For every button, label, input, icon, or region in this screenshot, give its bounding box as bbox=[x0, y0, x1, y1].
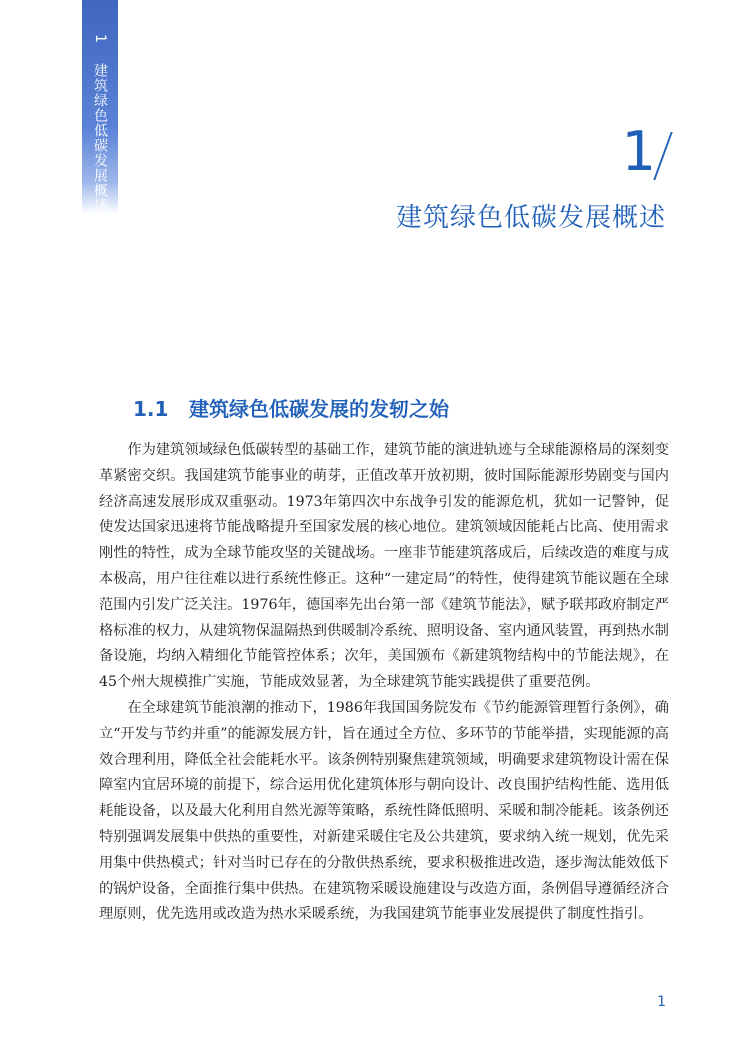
body-text bbox=[99, 438, 669, 928]
section-number: 1.1 bbox=[133, 397, 169, 421]
chapter-slash-divider bbox=[653, 132, 672, 180]
paragraph: 在全球建筑节能浪潮的推动下，1986年我国国务院发布《节约能源管理暂行条例》，确立“开发与节约并重”的能源发展方针，旨在通过全方位、多环节的节能举措，实现能源的高效合理利用，降低全社会能耗水平。该条例特别聚焦建筑领域，明确要求建筑物设计需在保障室内宜居环境的前提下，综合运用优化建筑体形与朝向设计、改良围护结构性能、选用低耗能设备，以及最大化利用自然光源等策略，系统性降低照明、采暖和制冷能耗。该条例还特别强调发展集中供热的重要性，对新建采暖住宅及公共建筑，要求纳入统一规划，优先采用集中供热模式；针对当时已存在的分散供热系统，要求积极推进改造，逐步淘汰能效低下的锅炉设备，全面推行集中供热。在建筑物采暖设施建设与改造方面，条例倡导遵循经济合理原则，优先选用或改造为热水采暖系统，为我国建筑节能事业发展提供了制度性指引。 bbox=[99, 699, 669, 923]
chapter-title: 建筑绿色低碳发展概述 bbox=[395, 203, 666, 233]
side-tab-text bbox=[90, 34, 110, 213]
page-number: 1 bbox=[657, 994, 666, 1010]
paragraph: 作为建筑领域绿色低碳转型的基础工作，建筑节能的演进轨迹与全球能源格局的深刻变革紧密交织。我国建筑节能事业的萌芽，正值改革开放初期，彼时国际能源形势剧变与国内经济高速发展形成双重驱动。1973年第四次中东战争引发的能源危机，犹如一记警钟，促使发达国家迅速将节能战略提升至国家发展的核心地位。建筑领域因能耗占比高、使用需求刚性的特性，成为全球节能攻坚的关键战场。一座非节能建筑落成后，后续改造的难度与成本极高，用户往往难以进行系统性修正。这种“一建定局”的特性，使得建筑节能议题在全球范围内引发广泛关注。1976年，德国率先出台第一部《建筑节能法》，赋予联邦政府制定严格标准的权力，从建筑物保温隔热到供暖制冷系统、照明设备、室内通风装置，再到热水制备设施，均纳入精细化节能管控体系；次年，美国颁布《新建筑物结构中的节能法规》，在45个州大规模推广实施，节能成效显著，为全球建筑节能实践提供了重要范例。 bbox=[99, 442, 669, 691]
chapter-number: 1 bbox=[621, 120, 656, 183]
side-tab-number: 1 bbox=[92, 34, 108, 44]
side-tab-title: 建筑绿色低碳发展概述 bbox=[92, 63, 108, 214]
section-heading bbox=[133, 393, 449, 422]
section-title: 建筑绿色低碳发展的发轫之始 bbox=[189, 397, 449, 421]
chapter-side-tab bbox=[82, 0, 118, 214]
